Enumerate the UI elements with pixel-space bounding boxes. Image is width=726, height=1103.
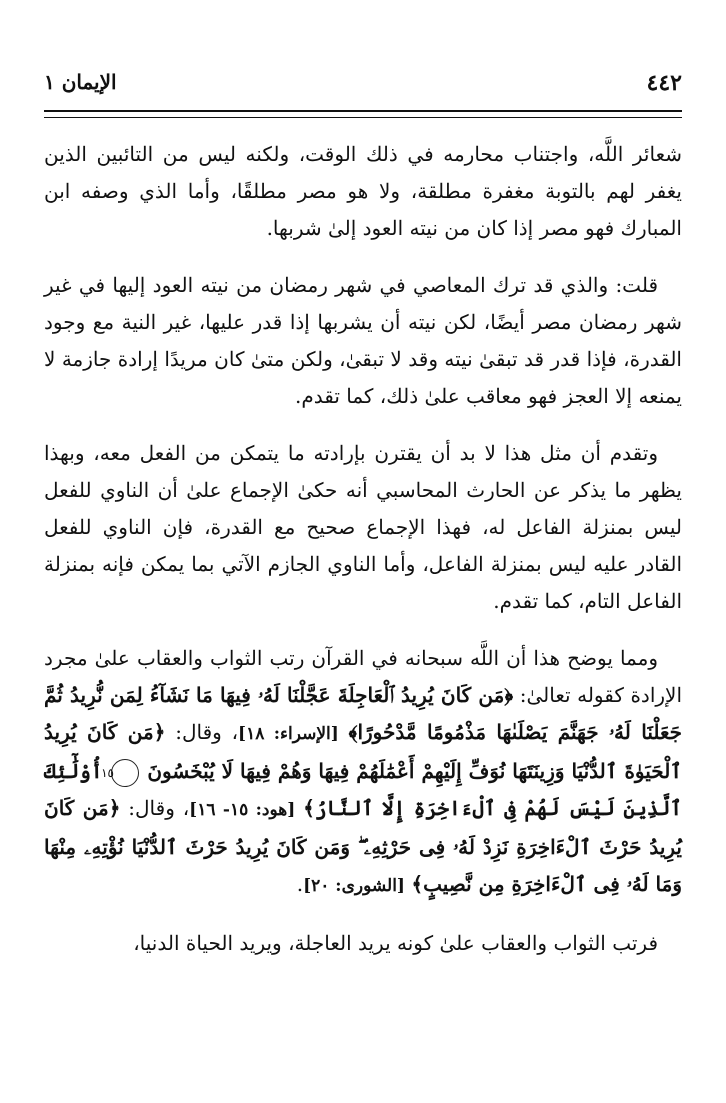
paragraph-last: فرتب الثواب والعقاب علىٰ كونه يريد العاجلة، ويريد الحياة الدنيا،: [133, 931, 658, 955]
quran-verse-1: ﴿مَن كَانَ يُرِيدُ ٱلْعَاجِلَةَ عَجَّلْنَا لَهُۥ فِيهَا مَا نَشَآءُ لِمَن نُّرِيدُ ثُمَّ جَعَلْنَا لَهُۥ جَهَنَّمَ يَصْلَىٰهَا مَذْمُومًا مَّدْحُورًا﴾: [44, 683, 682, 744]
page-header: [44, 70, 682, 104]
page-number: ٤٤٢: [646, 70, 682, 96]
paragraph-end: .: [296, 872, 304, 896]
paragraph-3: وتقدم أن مثل هذا لا بد أن يقترن بإرادته ما يتمكن من الفعل معه، وبهذا يظهر ما يذكر عن الحارث المحاسبي أنه حكىٰ الإجماع علىٰ أن الناوي للفعل ليس بمنزلة الفاعل له، فهذا الإجماع صحيح مع القدرة، فإن الناوي للفعل القادر عليه ليس بمنزلة الفاعل، وأما الناوي الجازم الآتي بما يمكن فإنه بمنزلة الفاعل التام، كما تقدم.: [44, 441, 682, 613]
ayah-number-mark: ١٥: [111, 759, 139, 787]
body-text: [44, 136, 682, 982]
verse-reference-1: [الإسراء: ١٨]: [238, 724, 339, 744]
said-1: ، وقال:: [175, 720, 239, 744]
verse-reference-3: [الشورى: ٢٠]: [303, 876, 405, 896]
header-rule-thin: [44, 117, 682, 118]
header-rule-thick: [44, 110, 682, 112]
paragraph-quran: [44, 640, 682, 905]
quran-verse-2a: ﴿مَن كَانَ يُرِيدُ ٱلْحَيَوٰةَ ٱلدُّنْيَا وَزِينَتَهَا نُوَفِّ إِلَيْهِمْ أَعْمَٰلَهُمْ فِيهَا وَهُمْ فِيهَا لَا يُبْخَسُونَ: [44, 720, 683, 783]
quran-verse-3: ﴿مَن كَانَ يُرِيدُ حَرْثَ ٱلْءَاخِرَةِ نَزِدْ لَهُۥ فِى حَرْثِهِۦ ۖ وَمَن كَانَ يُرِيدُ حَرْثَ ٱلدُّنْيَا نُؤْتِهِۦ مِنْهَا وَمَا لَهُۥ فِى ٱلْءَاخِرَةِ مِن نَّصِيبٍ﴾: [44, 796, 682, 896]
verse-reference-2: [هود: ١٥- ١٦]: [189, 800, 296, 820]
said-2: ، وقال:: [128, 796, 190, 820]
running-title: الإيمان ١: [44, 70, 117, 94]
quran-intro: ومما يوضح هذا أن اللَّه سبحانه في القرآن رتب الثواب والعقاب علىٰ مجرد الإرادة كقوله تعالىٰ:: [44, 646, 683, 707]
quran-verse-2b: أُوْلَٰٓئِكَ ٱلَّذِينَ لَيْسَ لَهُمْ فِى ٱلْءَاخِرَةِ إِلَّا ٱلنَّارُ﴾: [44, 759, 683, 820]
paragraph-2: قلت: والذي قد ترك المعاصي في شهر رمضان من نيته العود إليها في غير شهر رمضان مصر أيضًا، لكن نيته أن يشربها إذا قدر عليها، غير النية مع وجود القدرة، فإذا قدر قد تبقىٰ نيته وقد لا تبقىٰ، ولكن متىٰ كان مريدًا إرادة جازمة لا يمنعه إلا العجز فهو معاقب علىٰ ذلك، كما تقدم.: [44, 273, 682, 408]
paragraph-1: شعائر اللَّه، واجتناب محارمه في ذلك الوقت، ولكنه ليس من التائبين الذين يغفر لهم بالتوبة مغفرة مطلقة، ولا هو مصر مطلقًا، وأما الذي وصفه ابن المبارك فهو مصر إذا كان من نيته العود إلىٰ شربها.: [44, 142, 682, 240]
